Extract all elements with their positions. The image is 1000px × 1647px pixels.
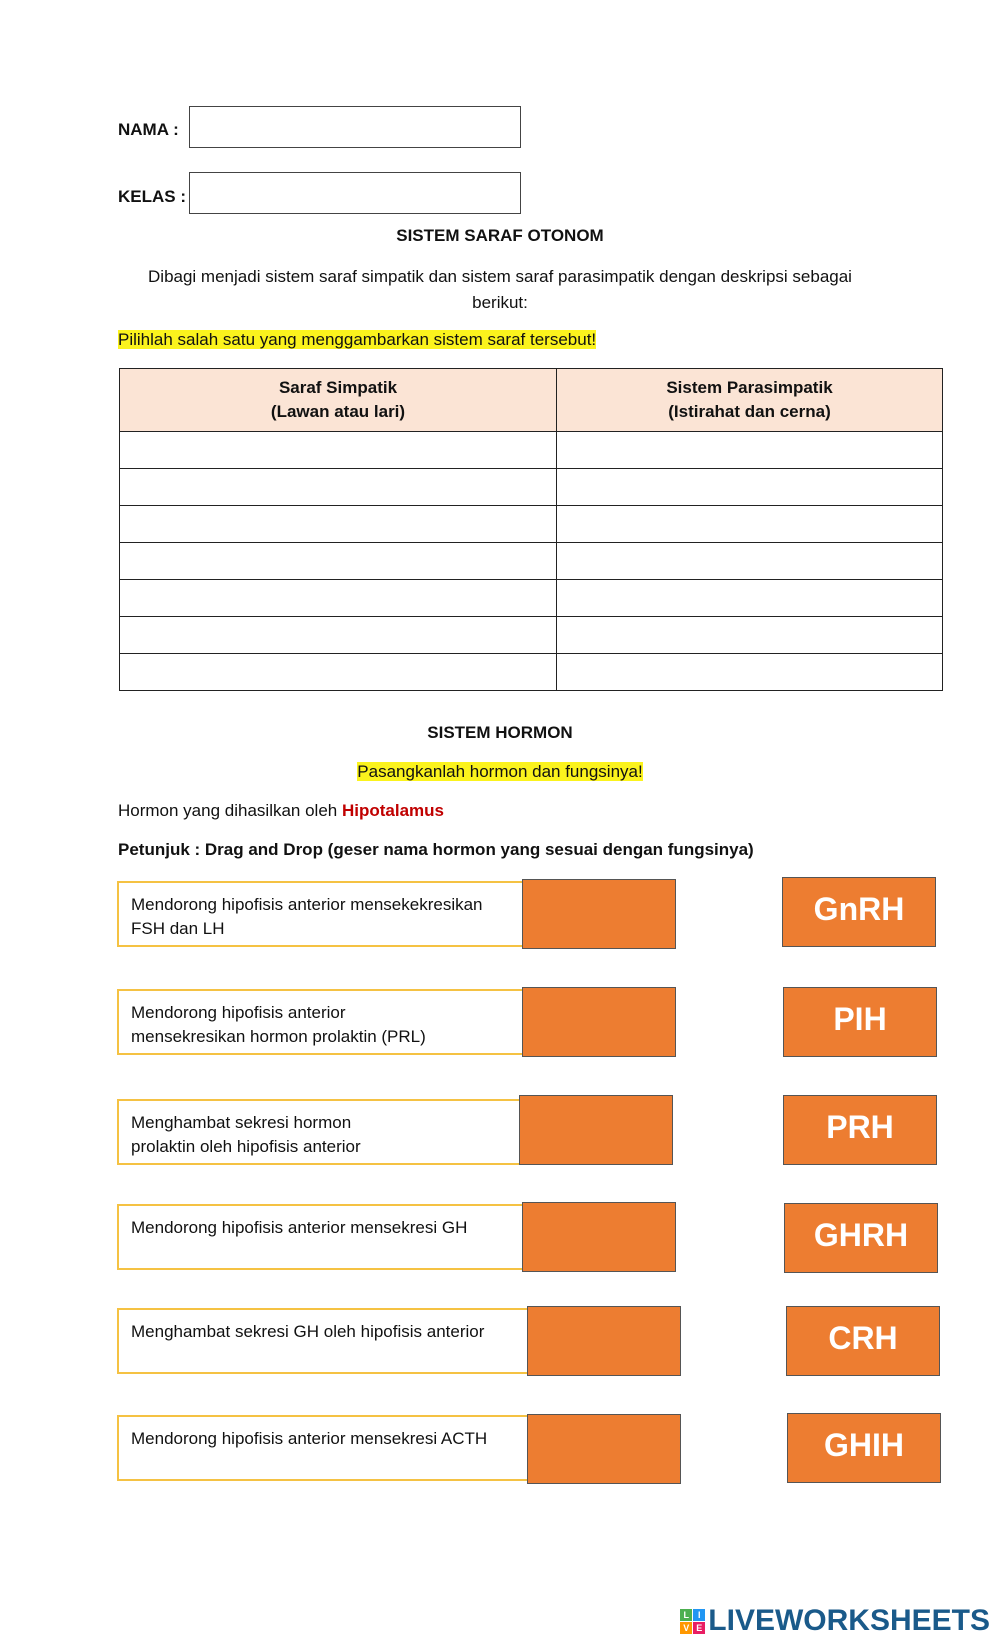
autonomic-table [119,368,943,691]
simpatik-drop-cell[interactable] [120,543,557,580]
parasimpatik-drop-cell[interactable] [557,543,943,580]
table-header-row [120,369,943,432]
table-row [120,506,943,543]
logo-letter-e: E [693,1622,705,1634]
hormone-drop-zone[interactable] [522,987,676,1057]
liveworksheets-logo [680,1604,990,1638]
function-card [117,1099,523,1165]
table-row [120,543,943,580]
function-line1: Menghambat sekresi hormon [131,1113,352,1132]
hormone-drop-zone[interactable] [522,879,676,949]
simpatik-drop-cell[interactable] [120,469,557,506]
hormone-card-crh[interactable]: CRH [786,1306,940,1376]
table-row [120,617,943,654]
hormone-drop-zone[interactable] [519,1095,673,1165]
function-line1: Mendorong hipofisis anterior mensekresi ACTH [131,1429,488,1448]
hormone-source-prefix: Hormon yang dihasilkan oleh [118,801,342,820]
kelas-input[interactable] [189,172,521,214]
table-header-simpatik [120,369,557,432]
function-card [117,1204,523,1270]
parasimpatik-subtitle: (Istirahat dan cerna) [668,402,831,421]
table-row [120,469,943,506]
section2-instruction-text: Pasangkanlah hormon dan fungsinya! [357,762,643,781]
hormone-card-ghrh[interactable]: GHRH [784,1203,938,1273]
parasimpatik-drop-cell[interactable] [557,432,943,469]
drag-drop-hint: Petunjuk : Drag and Drop (geser nama hormon yang sesuai dengan fungsinya) [118,840,754,859]
section1-title: SISTEM SARAF OTONOM [396,226,604,245]
parasimpatik-drop-cell[interactable] [557,654,943,691]
hormone-card-gnrh[interactable]: GnRH [782,877,936,947]
simpatik-drop-cell[interactable] [120,432,557,469]
function-line2: prolaktin oleh hipofisis anterior [131,1137,361,1156]
simpatik-drop-cell[interactable] [120,580,557,617]
logo-mark-icon [680,1609,705,1634]
function-card [117,1308,527,1374]
function-line2: FSH dan LH [131,919,225,938]
function-line1: Mendorong hipofisis anterior [131,1003,346,1022]
table-row [120,432,943,469]
function-line1: Mendorong hipofisis anterior mensekresi GH [131,1218,468,1237]
table-row [120,580,943,617]
function-line1: Menghambat sekresi GH oleh hipofisis anterior [131,1322,485,1341]
section2-instruction [0,762,1000,782]
hormone-source-highlight: Hipotalamus [341,801,444,820]
simpatik-subtitle: (Lawan atau lari) [270,402,406,421]
nama-input[interactable] [189,106,521,148]
function-card [117,1415,527,1481]
section1-description [0,264,1000,316]
hormone-drop-zone[interactable] [527,1414,681,1484]
kelas-label: KELAS : [118,187,186,206]
logo-letter-l: L [680,1609,692,1621]
logo-letter-i: I [693,1609,705,1621]
section1-description-line1: Dibagi menjadi sistem saraf simpatik dan sistem saraf parasimpatik dengan deskripsi sebagai [148,267,852,286]
nama-label: NAMA : [118,120,179,139]
hormone-drop-zone[interactable] [522,1202,676,1272]
function-card [117,989,523,1055]
section2-title: SISTEM HORMON [427,723,573,742]
parasimpatik-drop-cell[interactable] [557,580,943,617]
simpatik-drop-cell[interactable] [120,654,557,691]
function-line1: Mendorong hipofisis anterior mensekekresikan [131,895,483,914]
simpatik-title: Saraf Simpatik [278,378,398,397]
section1-instruction-text: Pilihlah salah satu yang menggambarkan sistem saraf tersebut! [118,330,597,349]
section1-description-line2: berikut: [472,293,528,312]
table-row [120,654,943,691]
parasimpatik-title: Sistem Parasimpatik [666,378,833,397]
hormone-drop-zone[interactable] [527,1306,681,1376]
simpatik-drop-cell[interactable] [120,506,557,543]
simpatik-drop-cell[interactable] [120,617,557,654]
logo-letter-v: V [680,1622,692,1634]
logo-text: LIVEWORKSHEETS [708,1604,990,1637]
function-line2: mensekresikan hormon prolaktin (PRL) [131,1027,426,1046]
parasimpatik-drop-cell[interactable] [557,617,943,654]
parasimpatik-drop-cell[interactable] [557,506,943,543]
function-card [117,881,523,947]
hormone-card-pih[interactable]: PIH [783,987,937,1057]
parasimpatik-drop-cell[interactable] [557,469,943,506]
section1-instruction [118,330,596,350]
table-header-parasimpatik [557,369,943,432]
hormone-source [118,801,444,821]
hormone-card-ghih[interactable]: GHIH [787,1413,941,1483]
hormone-card-prh[interactable]: PRH [783,1095,937,1165]
